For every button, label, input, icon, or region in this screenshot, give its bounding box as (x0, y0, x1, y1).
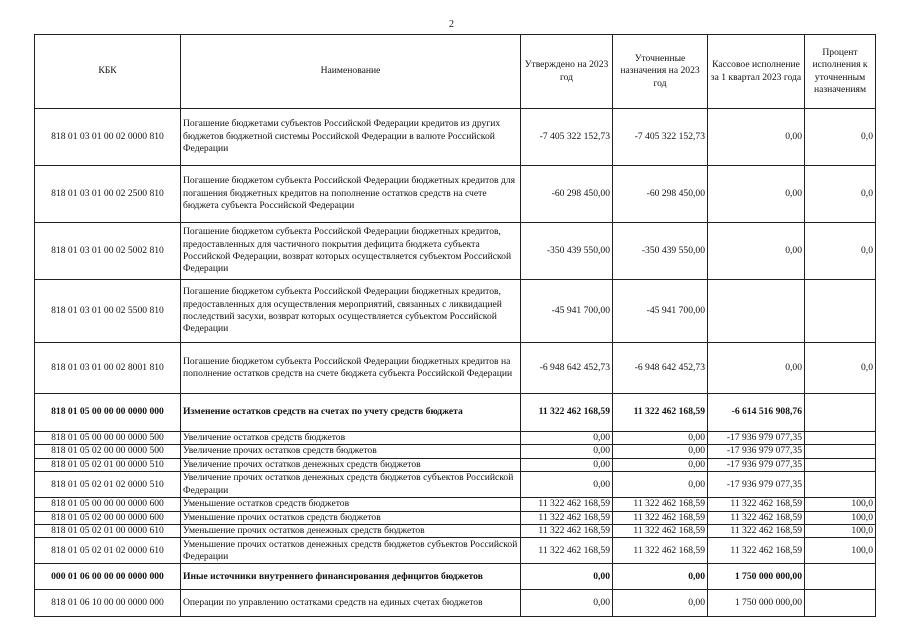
refined-cell: 11 322 462 168,59 (613, 525, 708, 538)
name-cell: Погашение бюджетом субъекта Российской Федерации бюджетных кредитов для погашения бюджетных кредитов на пополнение остатков средств на счете бюджета субъекта Российской Федерации (181, 166, 521, 223)
table-row (35, 445, 876, 458)
kbk-cell: 818 01 05 02 01 00 0000 510 (35, 458, 181, 471)
kbk-cell: 818 01 05 02 01 00 0000 610 (35, 525, 181, 538)
name-cell: Уменьшение прочих остатков денежных средств бюджетов (181, 525, 521, 538)
approved-cell: -45 941 700,00 (521, 280, 613, 343)
refined-cell: 0,00 (613, 445, 708, 458)
percent-cell (805, 458, 876, 471)
percent-cell (805, 394, 876, 432)
percent-cell (805, 432, 876, 445)
cash-cell: 11 322 462 168,59 (708, 511, 805, 524)
approved-cell: 0,00 (521, 458, 613, 471)
name-cell: Увеличение прочих остатков средств бюджетов (181, 445, 521, 458)
kbk-cell: 818 01 05 02 00 00 0000 500 (35, 445, 181, 458)
cash-cell: -17 936 979 077,35 (708, 472, 805, 498)
table-row (35, 166, 876, 223)
budget-execution-table (34, 34, 876, 617)
refined-cell: 11 322 462 168,59 (613, 511, 708, 524)
refined-cell: 11 322 462 168,59 (613, 538, 708, 564)
approved-cell: 0,00 (521, 472, 613, 498)
kbk-cell: 818 01 03 01 00 02 5002 810 (35, 223, 181, 280)
kbk-cell: 818 01 03 01 00 02 5500 810 (35, 280, 181, 343)
name-cell: Погашение бюджетом субъекта Российской Федерации бюджетных кредитов, предоставленных для частичного покрытия дефицита бюджета субъекта Российской Федерации, возврат которых осуществляется субъектом Российской Федерации (181, 223, 521, 280)
header-approved: Утверждено на 2023 год (521, 35, 613, 109)
percent-cell: 0,0 (805, 166, 876, 223)
approved-cell: 11 322 462 168,59 (521, 394, 613, 432)
percent-cell (805, 280, 876, 343)
cash-cell: 1 750 000 000,00 (708, 590, 805, 617)
header-refined: Уточненные назначения на 2023 год (613, 35, 708, 109)
table-row (35, 511, 876, 524)
percent-cell: 100,0 (805, 511, 876, 524)
table-row (35, 109, 876, 166)
approved-cell: 11 322 462 168,59 (521, 525, 613, 538)
name-cell: Операции по управлению остатками средств на единых счетах бюджетов (181, 590, 521, 617)
table-row (35, 564, 876, 590)
cash-cell: -6 614 516 908,76 (708, 394, 805, 432)
name-cell: Погашение бюджетом субъекта Российской Федерации бюджетных кредитов на пополнение остатков средств на счете бюджета субъекта Российской Федерации (181, 343, 521, 394)
name-cell: Уменьшение прочих остатков средств бюджетов (181, 511, 521, 524)
page-number: 2 (449, 19, 454, 30)
approved-cell: 11 322 462 168,59 (521, 498, 613, 511)
name-cell: Погашение бюджетами субъектов Российской Федерации кредитов из других бюджетов бюджетной системы Российской Федерации в валюте Российской Федерации (181, 109, 521, 166)
kbk-cell: 818 01 03 01 00 02 8001 810 (35, 343, 181, 394)
kbk-cell: 818 01 05 02 00 00 0000 600 (35, 511, 181, 524)
percent-cell: 100,0 (805, 525, 876, 538)
table-row (35, 538, 876, 564)
refined-cell: 0,00 (613, 432, 708, 445)
table-row (35, 498, 876, 511)
table-header-row (35, 35, 876, 109)
cash-cell: -17 936 979 077,35 (708, 445, 805, 458)
table-row (35, 223, 876, 280)
approved-cell: -60 298 450,00 (521, 166, 613, 223)
percent-cell (805, 472, 876, 498)
approved-cell: 0,00 (521, 445, 613, 458)
table-row (35, 280, 876, 343)
refined-cell: 0,00 (613, 472, 708, 498)
kbk-cell: 818 01 06 10 00 00 0000 000 (35, 590, 181, 617)
kbk-cell: 818 01 03 01 00 02 0000 810 (35, 109, 181, 166)
approved-cell: -350 439 550,00 (521, 223, 613, 280)
table-row (35, 525, 876, 538)
table-row (35, 432, 876, 445)
cash-cell: 1 750 000 000,00 (708, 564, 805, 590)
name-cell: Погашение бюджетом субъекта Российской Федерации бюджетных кредитов, предоставленных для осуществления мероприятий, связанных с ликвидацией последствий засухи, возврат которых осуществляется субъектом Российской Федерации (181, 280, 521, 343)
refined-cell: -6 948 642 452,73 (613, 343, 708, 394)
percent-cell: 100,0 (805, 498, 876, 511)
kbk-cell: 818 01 05 02 01 02 0000 510 (35, 472, 181, 498)
table-row (35, 394, 876, 432)
cash-cell: 0,00 (708, 166, 805, 223)
approved-cell: 11 322 462 168,59 (521, 511, 613, 524)
refined-cell: -350 439 550,00 (613, 223, 708, 280)
percent-cell (805, 564, 876, 590)
name-cell: Увеличение остатков средств бюджетов (181, 432, 521, 445)
approved-cell: 0,00 (521, 590, 613, 617)
refined-cell: 0,00 (613, 564, 708, 590)
header-cash: Кассовое исполнение за 1 квартал 2023 года (708, 35, 805, 109)
table-row (35, 590, 876, 617)
name-cell: Увеличение прочих остатков денежных средств бюджетов (181, 458, 521, 471)
name-cell: Уменьшение остатков средств бюджетов (181, 498, 521, 511)
percent-cell: 100,0 (805, 538, 876, 564)
header-name: Наименование (181, 35, 521, 109)
percent-cell (805, 590, 876, 617)
percent-cell: 0,0 (805, 343, 876, 394)
refined-cell: -45 941 700,00 (613, 280, 708, 343)
cash-cell: 0,00 (708, 223, 805, 280)
name-cell: Увеличение прочих остатков денежных средств бюджетов субъектов Российской Федерации (181, 472, 521, 498)
cash-cell: -17 936 979 077,35 (708, 432, 805, 445)
refined-cell: 11 322 462 168,59 (613, 498, 708, 511)
cash-cell: 11 322 462 168,59 (708, 538, 805, 564)
table-row (35, 343, 876, 394)
kbk-cell: 818 01 05 00 00 00 0000 000 (35, 394, 181, 432)
refined-cell: -7 405 322 152,73 (613, 109, 708, 166)
percent-cell: 0,0 (805, 109, 876, 166)
approved-cell: 0,00 (521, 564, 613, 590)
kbk-cell: 818 01 03 01 00 02 2500 810 (35, 166, 181, 223)
cash-cell: 0,00 (708, 343, 805, 394)
name-cell: Изменение остатков средств на счетах по учету средств бюджета (181, 394, 521, 432)
cash-cell (708, 280, 805, 343)
table-row (35, 458, 876, 471)
percent-cell: 0,0 (805, 223, 876, 280)
refined-cell: 11 322 462 168,59 (613, 394, 708, 432)
approved-cell: 11 322 462 168,59 (521, 538, 613, 564)
approved-cell: 0,00 (521, 432, 613, 445)
cash-cell: 11 322 462 168,59 (708, 525, 805, 538)
cash-cell: 11 322 462 168,59 (708, 498, 805, 511)
kbk-cell: 818 01 05 02 01 02 0000 610 (35, 538, 181, 564)
approved-cell: -6 948 642 452,73 (521, 343, 613, 394)
refined-cell: -60 298 450,00 (613, 166, 708, 223)
kbk-cell: 000 01 06 00 00 00 0000 000 (35, 564, 181, 590)
table-row (35, 472, 876, 498)
header-percent: Процент исполнения к уточненным назначениям (805, 35, 876, 109)
percent-cell (805, 445, 876, 458)
cash-cell: -17 936 979 077,35 (708, 458, 805, 471)
cash-cell: 0,00 (708, 109, 805, 166)
name-cell: Уменьшение прочих остатков денежных средств бюджетов субъектов Российской Федерации (181, 538, 521, 564)
approved-cell: -7 405 322 152,73 (521, 109, 613, 166)
header-kbk: КБК (35, 35, 181, 109)
kbk-cell: 818 01 05 00 00 00 0000 500 (35, 432, 181, 445)
kbk-cell: 818 01 05 00 00 00 0000 600 (35, 498, 181, 511)
refined-cell: 0,00 (613, 590, 708, 617)
name-cell: Иные источники внутреннего финансирования дефицитов бюджетов (181, 564, 521, 590)
refined-cell: 0,00 (613, 458, 708, 471)
